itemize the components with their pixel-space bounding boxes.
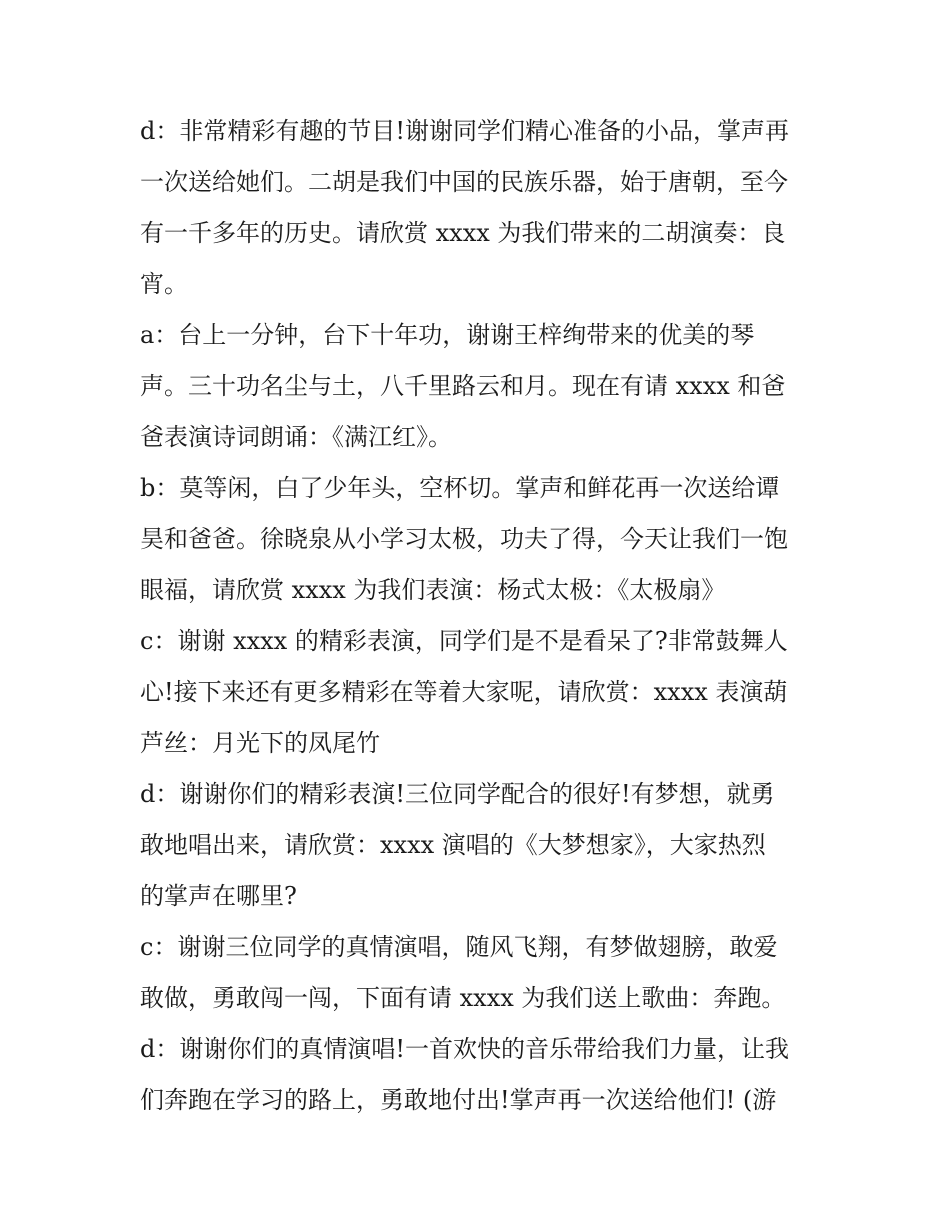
text-line: 心!接下来还有更多精彩在等着大家呢，请欣赏：xxxx 表演葫 (140, 678, 788, 706)
text-line: c：谢谢三位同学的真情演唱，随风飞翔，有梦做翅膀，敢爱 (140, 933, 778, 961)
text-line: 敢做，勇敢闯一闯，下面有请 xxxx 为我们送上歌曲：奔跑。 (140, 984, 786, 1012)
text-line: 芦丝：月光下的凤尾竹 (140, 729, 380, 757)
text-line: 爸表演诗词朗诵：《满江红》。 (140, 423, 452, 451)
text-line: 宵。 (140, 270, 188, 298)
text-line: 有一千多年的历史。请欣赏 xxxx 为我们带来的二胡演奏：良 (140, 219, 786, 247)
text-line: 的掌声在哪里? (140, 882, 297, 910)
text-line: b：莫等闲，白了少年头，空杯切。掌声和鲜花再一次送给谭 (140, 474, 780, 502)
text-line: 们奔跑在学习的路上，勇敢地付出!掌声再一次送给他们! (游 (140, 1086, 777, 1114)
text-line: d：非常精彩有趣的节目!谢谢同学们精心准备的小品，掌声再 (140, 117, 790, 145)
text-line: d：谢谢你们的真情演唱!一首欢快的音乐带给我们力量，让我 (140, 1035, 790, 1063)
text-line: c：谢谢 xxxx 的精彩表演，同学们是不是看呆了?非常鼓舞人 (140, 627, 788, 655)
text-line: 眼福，请欣赏 xxxx 为我们表演：杨式太极：《太极扇》 (140, 576, 726, 604)
text-line: 敢地唱出来，请欣赏：xxxx 演唱的《大梦想家》，大家热烈 (140, 831, 766, 859)
text-line: a：台上一分钟，台下十年功，谢谢王梓绚带来的优美的琴 (140, 321, 755, 349)
text-line: 一次送给她们。二胡是我们中国的民族乐器，始于唐朝，至今 (140, 168, 788, 196)
text-line: 昊和爸爸。徐晓泉从小学习太极，功夫了得，今天让我们一饱 (140, 525, 788, 553)
text-line: 声。三十功名尘与土，八千里路云和月。现在有请 xxxx 和爸 (140, 372, 786, 400)
text-line: d：谢谢你们的精彩表演!三位同学配合的很好!有梦想，就勇 (140, 780, 775, 808)
document-page (140, 106, 820, 1126)
